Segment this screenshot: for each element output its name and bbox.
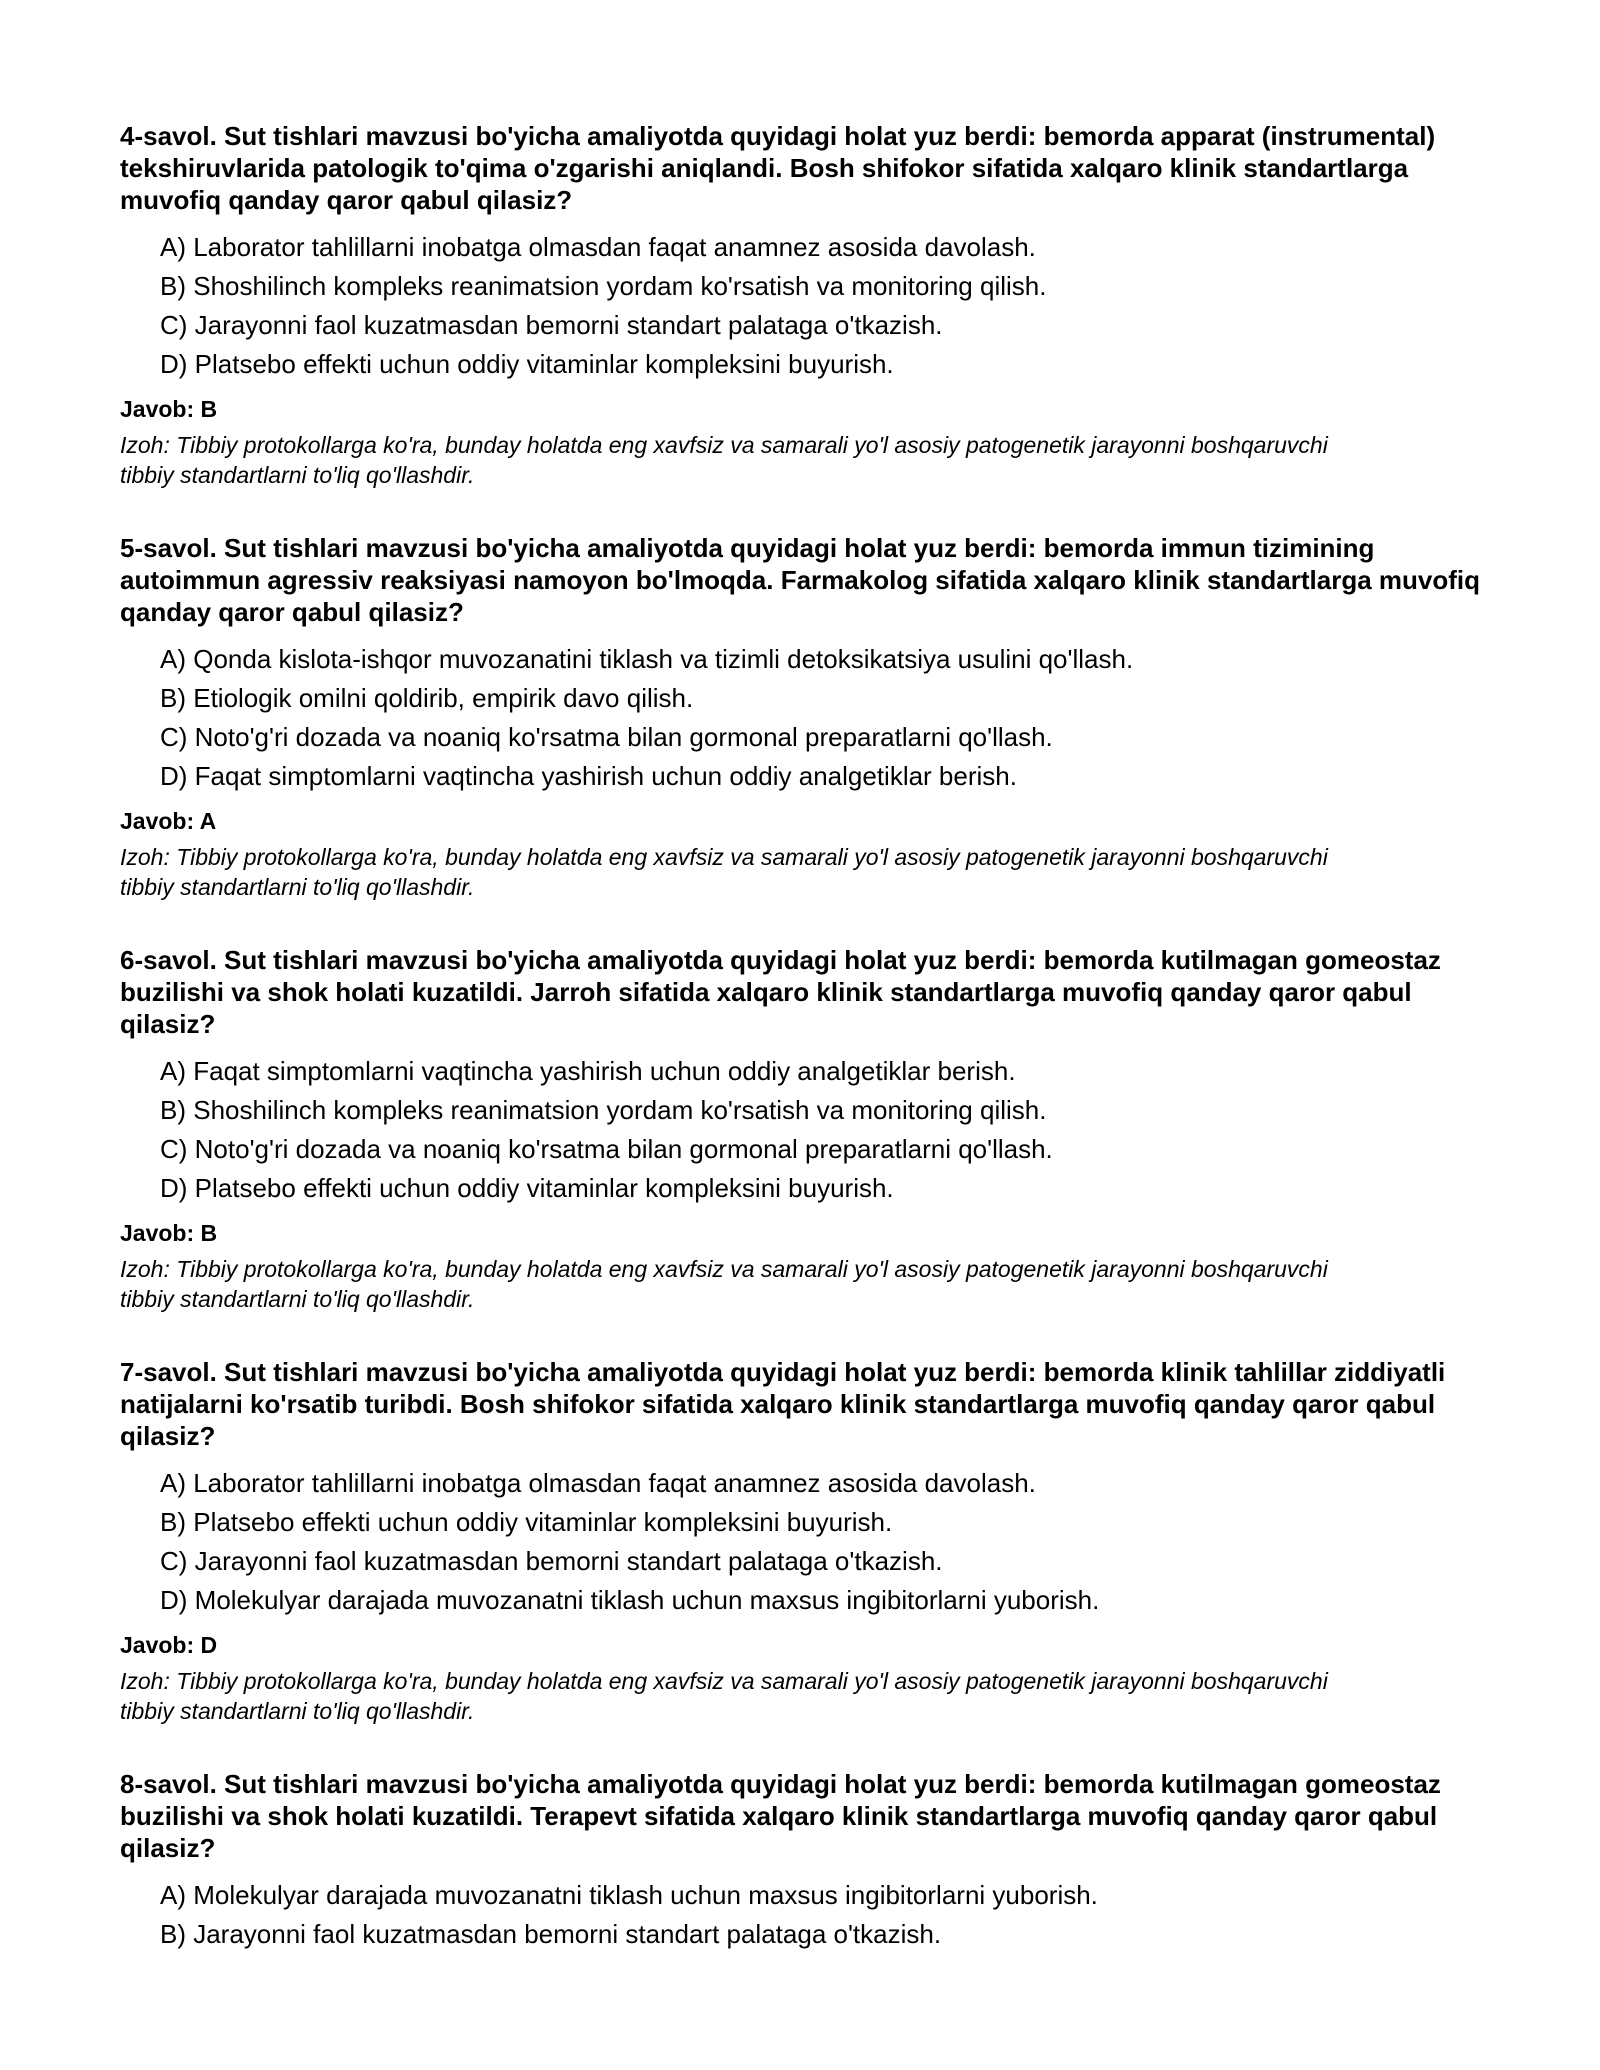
- option-list: [120, 1464, 1480, 1620]
- option-d: D) Platsebo effekti uchun oddiy vitaminlar kompleksini buyurish.: [160, 349, 894, 379]
- question-7: [120, 1356, 1480, 1726]
- option-b: B) Shoshilinch kompleks reanimatsion yordam ko'rsatish va monitoring qilish.: [160, 1095, 1047, 1125]
- question-4: [120, 120, 1480, 490]
- answer-label: Javob: A: [120, 808, 217, 834]
- question-8: [120, 1768, 1480, 1954]
- option-list: [120, 1052, 1480, 1208]
- question-title: 4-savol. Sut tishlari mavzusi bo'yicha amaliyotda quyidagi holat yuz berdi: bemorda apparat (instrumental) tekshiruvlarida patologik to'qima o'zgarishi aniqlandi. Bosh shifokor sifatida xalqaro klinik standartlarga muvofiq qanday qaror qabul qilasiz?: [120, 121, 1436, 215]
- document-page: [120, 120, 1480, 1996]
- option-list: [120, 228, 1480, 384]
- explanation-text: Izoh: Tibbiy protokollarga ko'ra, bunday holatda eng xavfsiz va samarali yo'l asosiy patogenetik jarayonni boshqaruvchi tibbiy standartlarni to'liq qo'llashdir.: [120, 1256, 1328, 1312]
- option-list: [120, 1876, 1480, 1954]
- question-title: 8-savol. Sut tishlari mavzusi bo'yicha amaliyotda quyidagi holat yuz berdi: bemorda kutilmagan gomeostaz buzilishi va shok holati kuzatildi. Terapevt sifatida xalqaro klinik standartlarga muvofiq qanday qaror qabul qilasiz?: [120, 1769, 1441, 1863]
- answer-label: Javob: B: [120, 396, 218, 422]
- option-a: A) Laborator tahlillarni inobatga olmasdan faqat anamnez asosida davolash.: [160, 232, 1036, 262]
- answer-label: Javob: B: [120, 1220, 218, 1246]
- option-b: B) Platsebo effekti uchun oddiy vitaminlar kompleksini buyurish.: [160, 1507, 893, 1537]
- option-d: D) Faqat simptomlarni vaqtincha yashirish uchun oddiy analgetiklar berish.: [160, 761, 1017, 791]
- option-b: B) Shoshilinch kompleks reanimatsion yordam ko'rsatish va monitoring qilish.: [160, 271, 1047, 301]
- question-title: 6-savol. Sut tishlari mavzusi bo'yicha amaliyotda quyidagi holat yuz berdi: bemorda kutilmagan gomeostaz buzilishi va shok holati kuzatildi. Jarroh sifatida xalqaro klinik standartlarga muvofiq qanday qaror qabul qilasiz?: [120, 945, 1441, 1039]
- option-a: A) Qonda kislota-ishqor muvozanatini tiklash va tizimli detoksikatsiya usulini qo'llash.: [160, 644, 1134, 674]
- option-a: A) Molekulyar darajada muvozanatni tiklash uchun maxsus ingibitorlarni yuborish.: [160, 1880, 1098, 1910]
- question-5: [120, 532, 1480, 902]
- explanation-text: Izoh: Tibbiy protokollarga ko'ra, bunday holatda eng xavfsiz va samarali yo'l asosiy patogenetik jarayonni boshqaruvchi tibbiy standartlarni to'liq qo'llashdir.: [120, 432, 1328, 488]
- answer-label: Javob: D: [120, 1632, 218, 1658]
- option-b: B) Jarayonni faol kuzatmasdan bemorni standart palataga o'tkazish.: [160, 1919, 942, 1949]
- explanation-text: Izoh: Tibbiy protokollarga ko'ra, bunday holatda eng xavfsiz va samarali yo'l asosiy patogenetik jarayonni boshqaruvchi tibbiy standartlarni to'liq qo'llashdir.: [120, 1668, 1328, 1724]
- option-c: C) Noto'g'ri dozada va noaniq ko'rsatma bilan gormonal preparatlarni qo'llash.: [160, 1134, 1053, 1164]
- explanation-text: Izoh: Tibbiy protokollarga ko'ra, bunday holatda eng xavfsiz va samarali yo'l asosiy patogenetik jarayonni boshqaruvchi tibbiy standartlarni to'liq qo'llashdir.: [120, 844, 1328, 900]
- option-d: D) Molekulyar darajada muvozanatni tiklash uchun maxsus ingibitorlarni yuborish.: [160, 1585, 1100, 1615]
- option-d: D) Platsebo effekti uchun oddiy vitaminlar kompleksini buyurish.: [160, 1173, 894, 1203]
- option-c: C) Jarayonni faol kuzatmasdan bemorni standart palataga o'tkazish.: [160, 310, 943, 340]
- question-6: [120, 944, 1480, 1314]
- option-c: C) Jarayonni faol kuzatmasdan bemorni standart palataga o'tkazish.: [160, 1546, 943, 1576]
- question-title: 5-savol. Sut tishlari mavzusi bo'yicha amaliyotda quyidagi holat yuz berdi: bemorda immun tizimining autoimmun agressiv reaksiyasi namoyon bo'lmoqda. Farmakolog sifatida xalqaro klinik standartlarga muvofiq qanday qaror qabul qilasiz?: [120, 533, 1481, 627]
- option-a: A) Faqat simptomlarni vaqtincha yashirish uchun oddiy analgetiklar berish.: [160, 1056, 1016, 1086]
- question-title: 7-savol. Sut tishlari mavzusi bo'yicha amaliyotda quyidagi holat yuz berdi: bemorda klinik tahlillar ziddiyatli natijalarni ko'rsatib turibdi. Bosh shifokor sifatida xalqaro klinik standartlarga muvofiq qanday qaror qabul qilasiz?: [120, 1357, 1446, 1451]
- option-a: A) Laborator tahlillarni inobatga olmasdan faqat anamnez asosida davolash.: [160, 1468, 1036, 1498]
- option-list: [120, 640, 1480, 796]
- option-c: C) Noto'g'ri dozada va noaniq ko'rsatma bilan gormonal preparatlarni qo'llash.: [160, 722, 1053, 752]
- option-b: B) Etiologik omilni qoldirib, empirik davo qilish.: [160, 683, 694, 713]
